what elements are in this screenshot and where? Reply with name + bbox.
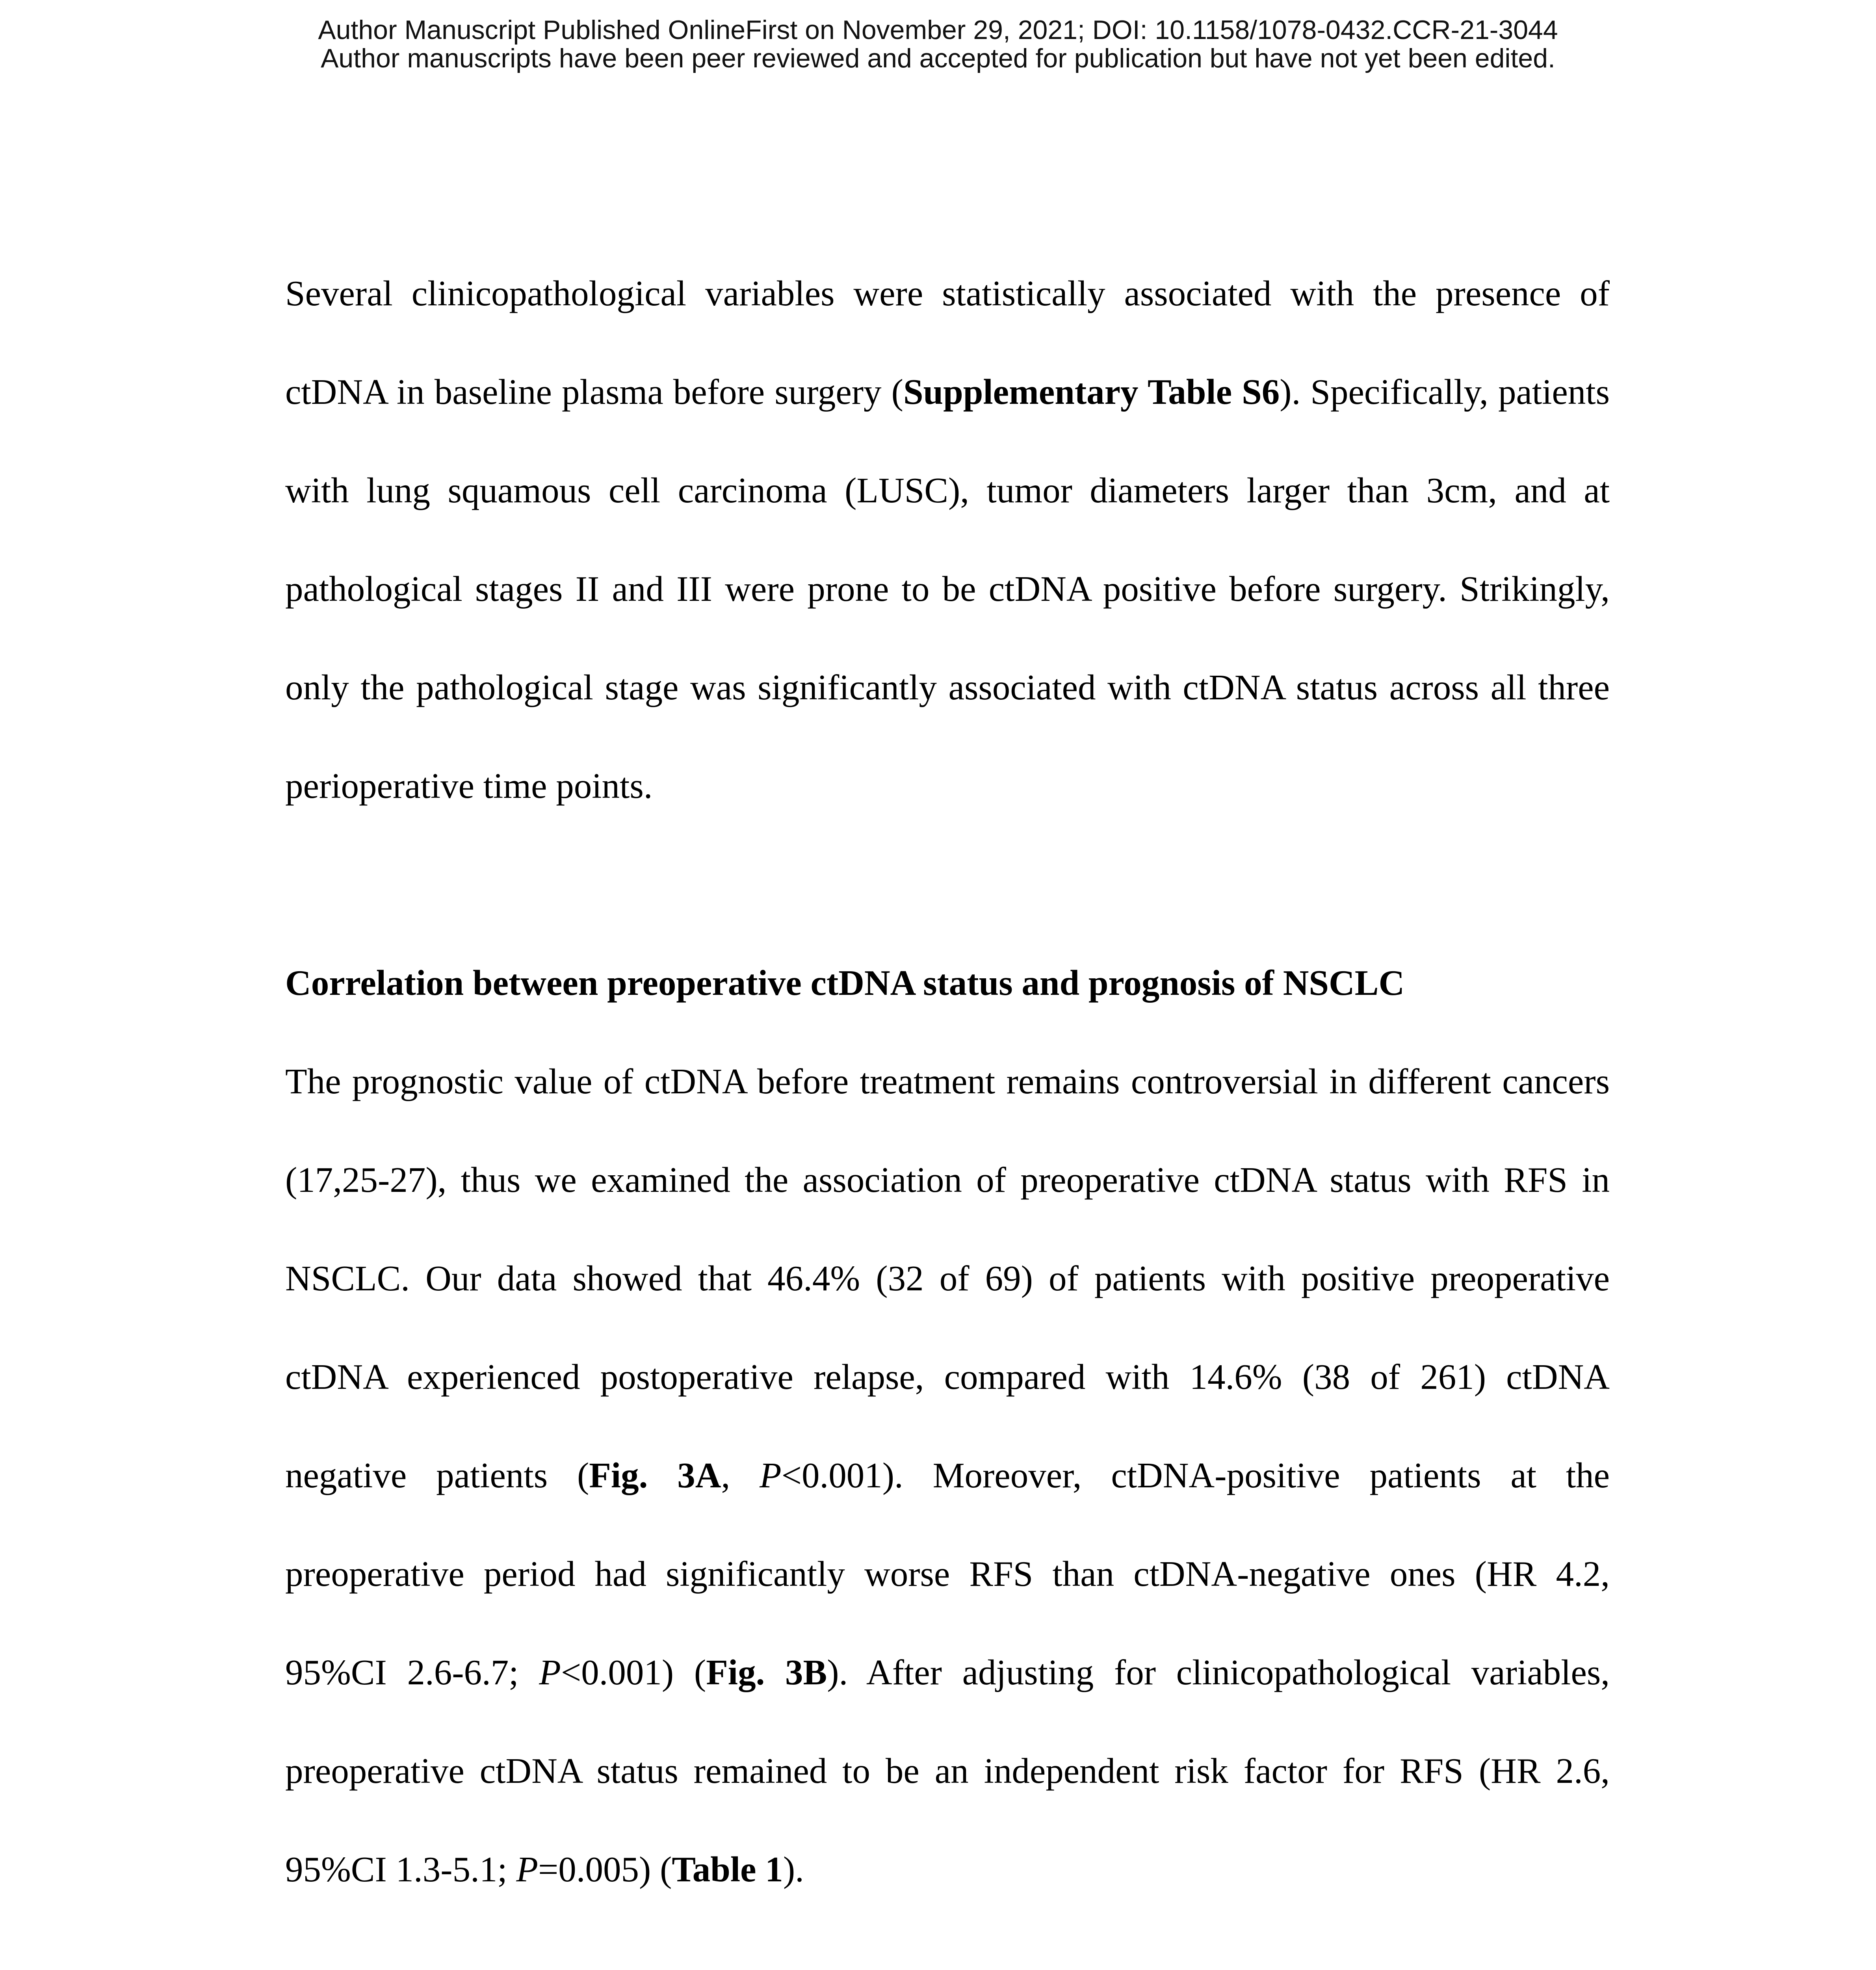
- para2-text-1: The prognostic value of ctDNA before treatment remains controversial in different cancers (17,25-27), thus we examined the association of preoperative ctDNA status with RFS in NSCLC. Our data showed that 46.4% (32 of 69) of patients with positive preoperative ctDNA experienced postoperative relapse, compared with 14.6% (38 of 261) ctDNA negative patients (: [285, 1061, 1610, 1495]
- paragraph-clinicopathological: [285, 244, 1610, 835]
- paragraph-gap: [285, 835, 1610, 934]
- figure-3b-ref: Fig. 3B: [706, 1652, 827, 1692]
- para1-text-2: ). Specifically, patients with lung squamous cell carcinoma (LUSC), tumor diameters larger than 3cm, and at pathological stages II and III were prone to be ctDNA positive before surgery. Strikingly, only the pathological stage was significantly associated with ctDNA status across all three perioperative time points.: [285, 372, 1610, 806]
- para2-text-3: <0.001). Moreover, ctDNA-positive patients at the preoperative period had significantly worse RFS than ctDNA-negative ones (HR 4.2, 95%CI 2.6-6.7;: [285, 1455, 1610, 1692]
- para2-text-6: =0.005) (: [538, 1849, 672, 1889]
- para2-text-2: ,: [721, 1455, 760, 1495]
- table-1-ref: Table 1: [672, 1849, 783, 1889]
- body-text: [285, 244, 1610, 1970]
- header-line-1: Author Manuscript Published OnlineFirst on November 29, 2021; DOI: 10.1158/1078-0432.CCR-21-3044: [318, 15, 1558, 45]
- manuscript-header: [0, 16, 1876, 72]
- para2-text-4: <0.001) (: [561, 1652, 706, 1692]
- header-line-2: Author manuscripts have been peer reviewed and accepted for publication but have not yet been edited.: [321, 43, 1555, 73]
- para1-text-1: Several clinicopathological variables were statistically associated with the presence of ctDNA in baseline plasma before surgery (: [285, 273, 1610, 412]
- p-value-symbol: P: [516, 1849, 538, 1889]
- para2-text-7: ).: [783, 1849, 804, 1889]
- supplementary-table-ref: Supplementary Table S6: [903, 372, 1280, 412]
- paragraph-prognostic-value: [285, 1032, 1610, 1919]
- paragraph-gap: [285, 1919, 1610, 1970]
- figure-3a-ref: Fig. 3A: [589, 1455, 721, 1495]
- p-value-symbol: P: [539, 1652, 561, 1692]
- para2-text-5: ). After adjusting for clinicopathological variables, preoperative ctDNA status remained to be an independent risk factor for RFS (HR 2.6, 95%CI 1.3-5.1;: [285, 1652, 1610, 1889]
- section-heading: Correlation between preoperative ctDNA status and prognosis of NSCLC: [285, 963, 1405, 1003]
- p-value-symbol: P: [760, 1455, 782, 1495]
